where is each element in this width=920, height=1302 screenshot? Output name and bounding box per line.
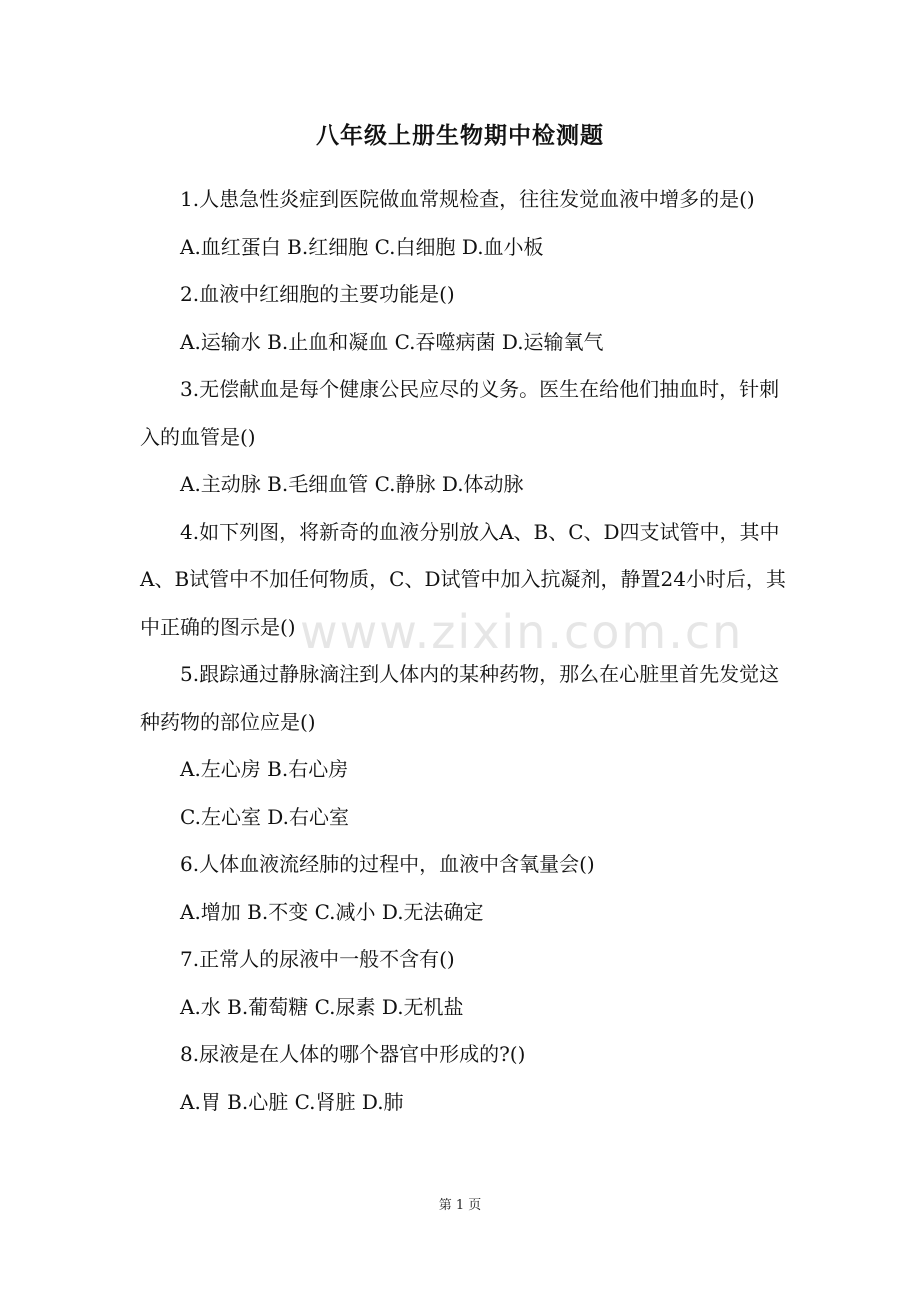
question-6: 6.人体血液流经肺的过程中，血液中含氧量会() — [180, 852, 595, 876]
question-6-options: A.增加 B.不变 C.减小 D.无法确定 — [180, 899, 484, 924]
question-5: 5.跟踪通过静脉滴注到人体内的某种药物，那么在心脏里首先发觉这种药物的部位应是() — [140, 662, 780, 734]
document-title: 八年级上册生物期中检测题 — [316, 122, 604, 149]
question-2: 2.血液中红细胞的主要功能是() — [180, 282, 455, 306]
question-3-options: A.主动脉 B.毛细血管 C.静脉 D.体动脉 — [180, 472, 524, 496]
question-1-options: A.血红蛋白 B.红细胞 C.白细胞 D.血小板 — [180, 234, 544, 259]
question-5-options-ab: A.左心房 B.右心房 — [180, 757, 349, 781]
question-8: 8.尿液是在人体的哪个器官中形成的?() — [180, 1042, 526, 1066]
question-4: 4.如下列图，将新奇的血液分别放入A、B、C、D四支试管中，其中A、B试管中不加任何物质，C、D试管中加入抗凝剂，静置24小时后，其中正确的图示是() — [140, 519, 786, 639]
question-8-options: A.胃 B.心脏 C.肾脏 D.肺 — [180, 1089, 404, 1114]
question-2-options: A.运输水 B.止血和凝血 C.吞噬病菌 D.运输氧气 — [180, 329, 604, 354]
question-1: 1.人患急性炎症到医院做血常规检查，往往发觉血液中增多的是() — [180, 187, 755, 211]
watermark: www.zixin.com.cn — [300, 605, 744, 659]
question-3: 3.无偿献血是每个健康公民应尽的义务。医生在给他们抽血时，针刺入的血管是() — [140, 377, 780, 449]
question-7: 7.正常人的尿液中一般不含有() — [180, 947, 455, 971]
question-5-options-cd: C.左心室 D.右心室 — [180, 804, 349, 829]
question-7-options: A.水 B.葡萄糖 C.尿素 D.无机盐 — [180, 994, 464, 1019]
document-body — [140, 176, 790, 1126]
page-number: 第 1 页 — [438, 1198, 482, 1213]
